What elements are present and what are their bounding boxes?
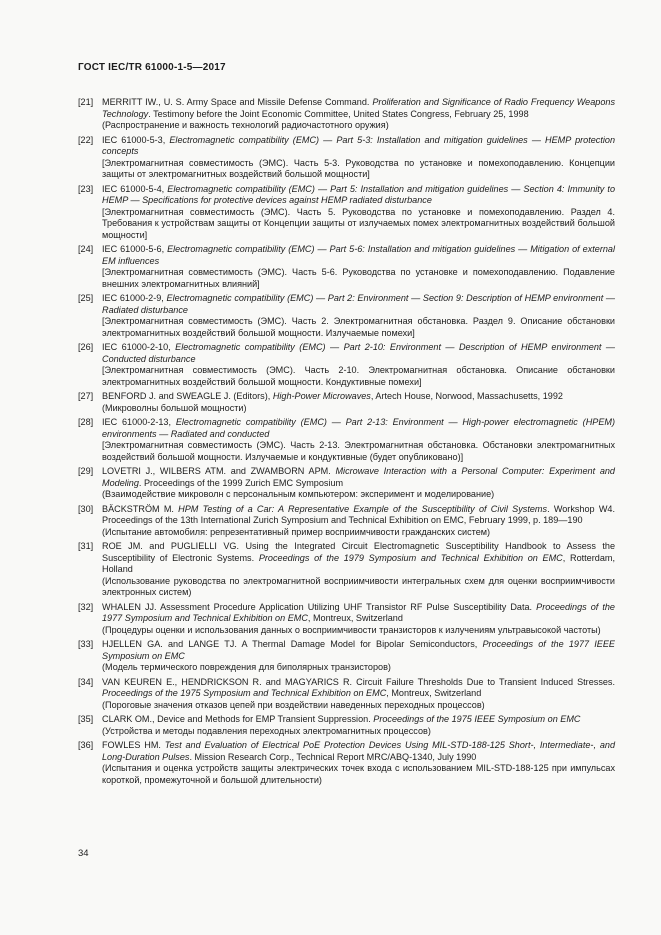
reference-text: IEC 61000-5-4, [102, 183, 168, 194]
reference-number: [28] [78, 417, 94, 427]
reference-number: [32] [78, 601, 94, 612]
reference-translation: (Пороговые значения отказов цепей при воздействии наведенных переходных процессов) [102, 699, 485, 710]
reference-translation: [Электромагнитная совместимость (ЭМС). Часть 5-6. Руководства по установке и помехоподавлению. Подавление внешних электромагнитных влияний] [102, 267, 615, 289]
reference-title: Proceedings of the 1979 Symposium and Technical Exhibition on EMC [258, 552, 563, 563]
reference-number: [26] [78, 342, 94, 352]
reference-translation: [Электромагнитная совместимость (ЭМС). Часть 2. Электромагнитная обстановка. Раздел 9. Описание обстановки электромагнитных воздействий большой мощности. Излучаемые помехи] [102, 316, 615, 338]
reference-body [102, 504, 615, 539]
reference-body [102, 244, 615, 290]
reference-title: Proceedings of the 1975 IEEE Symposium on EMC [373, 714, 581, 724]
reference-translation: (Использование руководства по электромагнитной восприимчивости интегральных схем для оценки восприимчивости электронных систем) [102, 575, 615, 597]
reference-title: Electromagnetic compatibility (EMC) — Part 2-13: Environment — High-power electromagnetic (HPEM) environments — Radiated and conducted [102, 417, 615, 439]
reference-translation: (Испытания и оценка устройств защиты электрических точек входа с использованием MIL-STD-188-125 при импульсах короткой, промежуточной и большой длительности) [102, 763, 615, 785]
reference-item [78, 135, 615, 181]
reference-item [78, 677, 615, 712]
reference-body [102, 466, 615, 501]
reference-list [78, 97, 615, 789]
reference-translation: [Электромагнитная совместимость (ЭМС). Часть 2-13. Электромагнитная обстановка. Обстановки электромагнитных воздействий большой мощности. Излучаемые и кондуктивные (будет опубликовано)] [102, 440, 615, 462]
reference-body [102, 677, 615, 712]
reference-body [102, 639, 615, 674]
reference-text: CLARK OM., Device and Methods for EMP Transient Suppression. [102, 714, 374, 724]
reference-number: [21] [78, 97, 94, 107]
reference-body [102, 391, 615, 414]
reference-item [78, 740, 615, 786]
reference-title: Electromagnetic compatibility (EMC) — Part 2-10: Environment — Description of HEMP environment — Conducted disturbance [102, 342, 615, 364]
reference-text: MERRITT IW., U. S. Army Space and Missile Defense Command. [102, 97, 373, 107]
reference-number: [33] [78, 639, 94, 649]
reference-text: IEC 61000-5-3, [102, 134, 170, 145]
reference-item [78, 293, 615, 339]
reference-number: [34] [78, 676, 94, 687]
reference-text: IEC 61000-2-9, [102, 293, 167, 303]
reference-title: Proceedings of the 1977 Symposium and Technical Exhibition on EMC [102, 601, 615, 623]
reference-text: BÄCKSTRÖM M. [102, 503, 179, 514]
reference-translation: [Электромагнитная совместимость (ЭМС). Часть 5. Руководства по установке и помехоподавлению. Раздел 4. Требования к устройствам защиты от Концепции защиты от излучаемых помех электромагнитных воздействий большой мощности] [102, 206, 615, 240]
reference-text: IEC 61000-2-13, [102, 417, 176, 427]
reference-title: Microwave Interaction with a Personal Computer: Experiment and Modeling [102, 466, 615, 488]
reference-body [102, 417, 615, 463]
reference-translation: (Взаимодействие микроволн с персональным компьютером: эксперимент и моделирование) [102, 489, 495, 499]
reference-translation: (Микроволны большой мощности) [102, 402, 247, 413]
reference-text-tail: , Montreux, Switzerland [386, 688, 482, 698]
reference-number: [23] [78, 183, 94, 194]
reference-number: [24] [78, 244, 94, 254]
reference-text-tail: . Workshop W4. Proceedings of the 13th International Zurich Symposium and Technical Exhibition on EMC, February 1999, p. 189—190 [102, 503, 615, 525]
reference-item [78, 466, 615, 501]
reference-translation: (Устройства и методы подавления переходных электромагнитных процессов) [102, 725, 431, 736]
reference-item [78, 342, 615, 388]
reference-body [102, 342, 615, 388]
reference-body [102, 293, 615, 339]
reference-number: [30] [78, 503, 94, 514]
reference-title: Proliferation and Significance of Radio Frequency Weapons Technology [102, 97, 615, 119]
reference-item [78, 714, 615, 737]
reference-body [102, 135, 615, 181]
reference-text: IEC 61000-5-6, [102, 244, 168, 254]
reference-body [102, 602, 615, 637]
reference-title: Test and Evaluation of Electrical PoE Protection Devices Using MIL-STD-188-125 Short-, Intermediate-, and Long-Duration Pulses [102, 740, 616, 762]
reference-body [102, 184, 615, 242]
reference-text-tail: . Testimony before the Joint Economic Committee, United States Congress, February 25, 1998 [148, 108, 529, 119]
reference-translation: (Процедуры оценки и использования данных о восприимчивости транзисторов к излучениям ультравысокой частоты) [102, 624, 601, 635]
reference-item [78, 602, 615, 637]
reference-body [102, 740, 615, 786]
reference-title: Proceedings of the 1975 Symposium and Technical Exhibition on EMC [102, 688, 387, 698]
reference-title: Electromagnetic compatibility (EMC) — Part 5-6: Installation and mitigation guidelines — Mitigation of external EM influences [102, 244, 615, 266]
reference-text-tail: , Artech House, Norwood, Massachusetts, 1992 [370, 391, 563, 401]
reference-number: [29] [78, 466, 94, 476]
reference-translation: [Электромагнитная совместимость (ЭМС). Часть 2-10. Электромагнитная обстановка. Описание обстановки электромагнитных воздействий большой мощности. Кондуктивные помехи] [102, 365, 615, 387]
reference-item [78, 417, 615, 463]
reference-text: IEC 61000-2-10, [102, 342, 176, 352]
reference-body [102, 541, 615, 599]
reference-body [102, 714, 615, 737]
reference-item [78, 391, 615, 414]
reference-number: [31] [78, 541, 94, 551]
page-number: 34 [78, 848, 89, 859]
reference-item [78, 244, 615, 290]
reference-number: [25] [78, 293, 94, 303]
reference-item [78, 184, 615, 242]
reference-text: BENFORD J. and SWEAGLE J. (Editors), [102, 391, 273, 401]
reference-translation: (Испытание автомобиля: репрезентативный пример восприимчивости гражданских систем) [102, 526, 491, 537]
reference-item [78, 639, 615, 674]
reference-text-tail: . Proceedings of the 1999 Zurich EMC Symposium [138, 477, 344, 488]
reference-text: HJELLEN GA. and LANGE TJ. A Thermal Damage Model for Bipolar Semiconductors, [102, 639, 483, 649]
reference-title: Electromagnetic compatibility (EMC) — Part 5-3: Installation and mitigation guidelines — HEMP protection concepts [102, 134, 616, 156]
reference-number: [35] [78, 714, 94, 724]
reference-number: [27] [78, 391, 94, 401]
reference-text: FOWLES HM. [102, 740, 165, 750]
reference-title: High-Power Microwaves [272, 391, 371, 401]
reference-title: Electromagnetic compatibility (EMC) — Part 5: Installation and mitigation guidelines — Section 4: Immunity to HEMP — Specifications for protective devices against HEMP radiated disturbance [102, 183, 615, 205]
reference-item [78, 97, 615, 132]
reference-text: LOVETRI J., WILBERS ATM. and ZWAMBORN APM. [102, 466, 336, 476]
reference-body [102, 97, 615, 132]
reference-number: [36] [78, 740, 94, 750]
reference-title: Proceedings of the 1977 IEEE Symposium on EMC [102, 639, 615, 661]
reference-text: VAN KEUREN E., HENDRICKSON R. and MAGYARICS R. Circuit Failure Thresholds Due to Transient Induced Stresses. [102, 676, 615, 687]
reference-text: ROE JM. and PUGLIELLI VG. Using the Integrated Circuit Electromagnetic Susceptibility Handbook to Assess the Susceptibility of Electronic Systems. [102, 541, 615, 563]
reference-text-tail: , Montreux, Switzerland [307, 613, 403, 623]
reference-number: [22] [78, 134, 94, 145]
reference-title: HPM Testing of a Car: A Representative Example of the Susceptibility of Civil Systems [178, 503, 548, 514]
reference-item [78, 504, 615, 539]
document-header: ГОСТ IEC/TR 61000-1-5—2017 [78, 62, 226, 73]
reference-translation: (Модель термического повреждения для биполярных транзисторов) [102, 662, 391, 672]
reference-text-tail: . Mission Research Corp., Technical Report MRC/ABQ-1340, July 1990 [189, 751, 477, 762]
reference-title: Electromagnetic compatibility (EMC) — Part 2: Environment — Section 9: Description of HEMP environment — Radiated disturbance [102, 293, 615, 315]
reference-item [78, 541, 615, 599]
reference-translation: (Распространение и важность технологий радиочастотного оружия) [102, 120, 389, 130]
reference-translation: [Электромагнитная совместимость (ЭМС). Часть 5-3. Руководства по установке и помехоподавлению. Концепции защиты от электромагнитных воздействий большой мощности] [102, 157, 615, 179]
reference-text: WHALEN JJ. Assessment Procedure Application Utilizing UHF Transistor RF Pulse Susceptibility Data. [102, 601, 537, 612]
reference-text-tail: , Rotterdam, Holland [102, 552, 615, 574]
